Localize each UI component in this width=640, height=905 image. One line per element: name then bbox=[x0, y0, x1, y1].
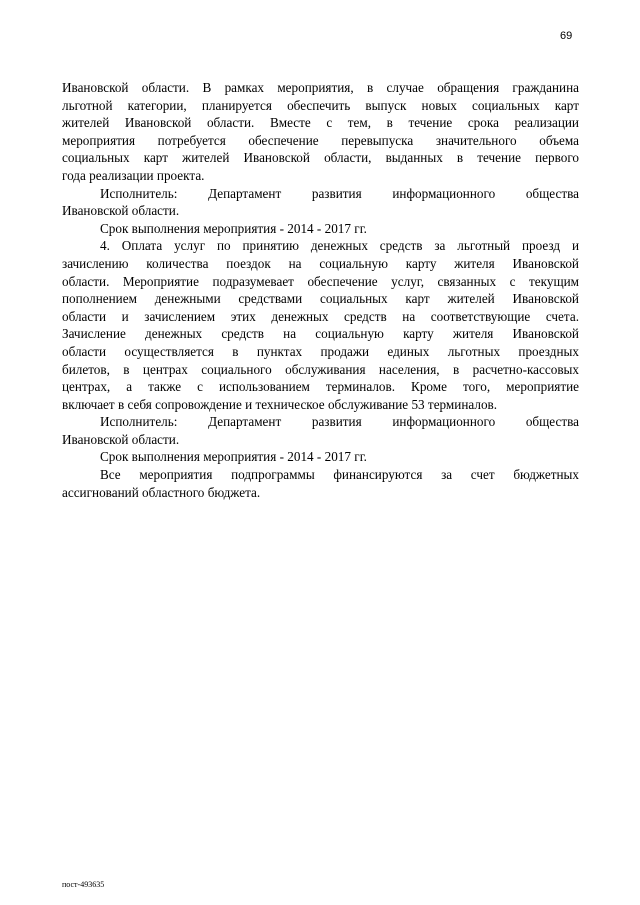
text-line: социальных карт жителей Ивановской области, выданных в течение первого bbox=[62, 150, 579, 166]
text-line: года реализации проекта. bbox=[62, 167, 205, 183]
document-body bbox=[62, 79, 579, 501]
text-line: центрах, а также с использованием терминалов. Кроме того, мероприятие bbox=[62, 379, 579, 395]
text-line: жителей Ивановской области. Вместе с тем, в течение срока реализации bbox=[62, 115, 579, 131]
text-line: билетов, в центрах социального обслуживания населения, в расчетно-кассовых bbox=[62, 361, 579, 377]
text-line: пополнением денежными средствами социальных карт жителей Ивановской bbox=[62, 291, 579, 307]
page-number: 69 bbox=[560, 30, 573, 42]
text-line: мероприятия потребуется обеспечение перевыпуска значительного объема bbox=[62, 132, 579, 148]
text-line: Ивановской области. bbox=[62, 203, 180, 219]
text-line: Ивановской области. bbox=[62, 431, 180, 447]
text-line: 4. Оплата услуг по принятию денежных средств за льготный проезд и bbox=[100, 238, 579, 254]
text-line: Зачисление денежных средств на социальную карту жителя Ивановской bbox=[62, 326, 579, 342]
text-line: Срок выполнения мероприятия - 2014 - 2017 гг. bbox=[100, 449, 367, 465]
text-line: включает в себя сопровождение и техническое обслуживание 53 терминалов. bbox=[62, 396, 498, 412]
text-line: Все мероприятия подпрограммы финансируются за счет бюджетных bbox=[100, 467, 579, 483]
text-line: Исполнитель: Департамент развития информационного общества bbox=[100, 414, 579, 430]
text-line: области осуществляется в пунктах продажи единых льготных проездных bbox=[62, 343, 579, 359]
text-line: области. Мероприятие подразумевает обеспечение услуг, связанных с текущим bbox=[62, 273, 579, 289]
text-line: зачислению количества поездок на социальную карту жителя Ивановской bbox=[62, 255, 579, 271]
text-line: Срок выполнения мероприятия - 2014 - 2017 гг. bbox=[100, 220, 367, 236]
text-line: ассигнований областного бюджета. bbox=[62, 484, 261, 500]
text-line: области и зачислением этих денежных средств на соответствующие счета. bbox=[62, 308, 579, 324]
text-line: Исполнитель: Департамент развития информационного общества bbox=[100, 185, 579, 201]
document-footer: пост-493635 bbox=[62, 880, 105, 889]
text-line: Ивановской области. В рамках мероприятия, в случае обращения гражданина bbox=[62, 80, 579, 95]
text-line: льготной категории, планируется обеспечить выпуск новых социальных карт bbox=[62, 97, 579, 113]
